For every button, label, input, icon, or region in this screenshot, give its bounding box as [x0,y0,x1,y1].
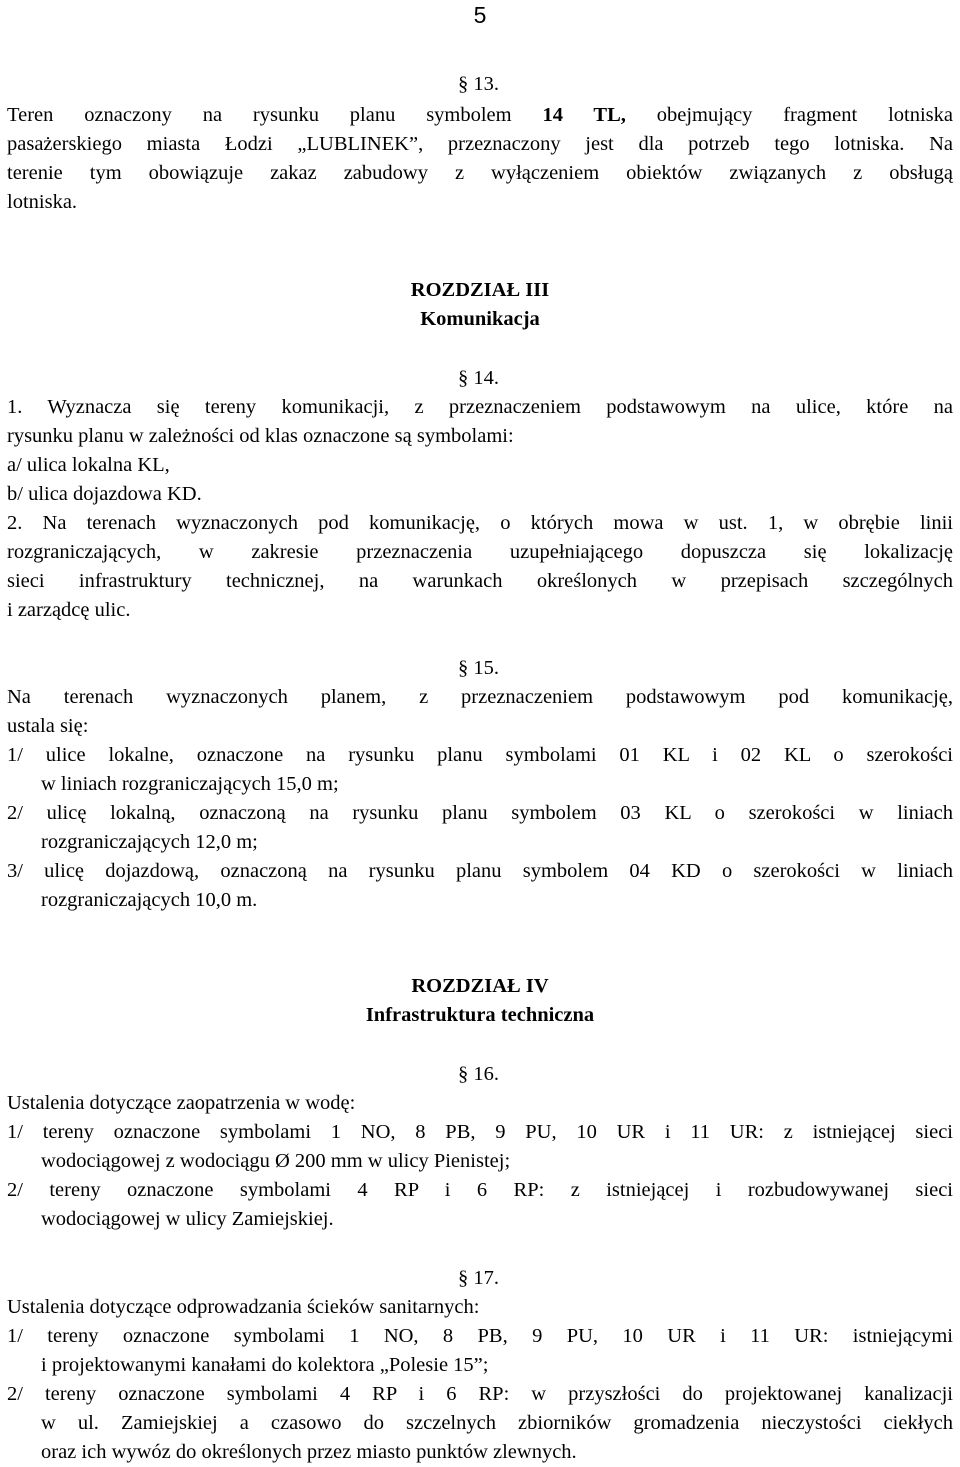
section-14-p1-line-2: rysunku planu w zależności od klas oznaczone są symbolami: [7,425,514,447]
section-17-item-2-line-1: 2/ tereny oznaczone symbolami 4 RP i 6 RP: w przyszłości do projektowanej kanalizacji [7,1383,953,1405]
section-16-item-1-line-2: wodociągowej z wodociągu Ø 200 mm w ulicy Pienistej; [41,1150,511,1172]
section-17-mark: § 17. [458,1267,499,1289]
chapter-4-subtitle: Infrastruktura techniczna [365,1004,595,1026]
section-14-p2-line-2: rozgraniczających, w zakresie przeznaczenia uzupełniającego dopuszcza się lokalizację [7,541,953,563]
section-15-item-2-line-2: rozgraniczających 12,0 m; [41,831,258,853]
section-17-item-1-line-2: i projektowanymi kanałami do kolektora „Polesie 15”; [41,1354,489,1376]
chapter-4-title: ROZDZIAŁ IV [411,975,549,997]
section-16-intro: Ustalenia dotyczące zaopatrzenia w wodę: [7,1092,356,1114]
section-16-mark: § 16. [458,1063,499,1085]
section-16-item-2-line-1: 2/ tereny oznaczone symbolami 4 RP i 6 RP: z istniejącej i rozbudowywanej sieci [7,1179,953,1201]
section-14-p2-line-1: 2. Na terenach wyznaczonych pod komunikację, o których mowa w ust. 1, w obrębie linii [7,512,953,534]
section-13-line-1: Teren oznaczony na rysunku planu symbolem 14 TL, obejmujący fragment lotniska [7,104,953,126]
section-15-item-1-line-1: 1/ ulice lokalne, oznaczone na rysunku planu symbolami 01 KL i 02 KL o szerokości [7,744,953,766]
section-15-item-3-line-2: rozgraniczających 10,0 m. [41,889,258,911]
section-15-item-1-line-2: w liniach rozgraniczających 15,0 m; [41,773,339,795]
section-17-item-1-line-1: 1/ tereny oznaczone symbolami 1 NO, 8 PB, 9 PU, 10 UR i 11 UR: istniejącymi [7,1325,953,1347]
section-14-item-b: b/ ulica dojazdowa KD. [7,483,202,505]
section-13-mark: § 13. [458,73,499,95]
section-16-item-2-line-2: wodociągowej w ulicy Zamiejskiej. [41,1208,334,1230]
section-13-line-2: pasażerskiego miasta Łodzi „LUBLINEK”, przeznaczony jest dla potrzeb tego lotniska. Na [7,133,953,155]
chapter-3-subtitle: Komunikacja [420,308,540,330]
section-17-intro: Ustalenia dotyczące odprowadzania ścieków sanitarnych: [7,1296,480,1318]
section-16-item-1-line-1: 1/ tereny oznaczone symbolami 1 NO, 8 PB, 9 PU, 10 UR i 11 UR: z istniejącej sieci [7,1121,953,1143]
section-15-mark: § 15. [458,657,499,679]
section-15-intro-line-1: Na terenach wyznaczonych planem, z przeznaczeniem podstawowym pod komunikację, [7,686,953,708]
section-17-item-2-line-3: oraz ich wywóz do określonych przez miasto punktów zlewnych. [41,1441,577,1463]
section-13-line-3: terenie tym obowiązuje zakaz zabudowy z wyłączeniem obiektów związanych z obsługą [7,162,953,184]
section-14-p1-line-1: 1. Wyznacza się tereny komunikacji, z przeznaczeniem podstawowym na ulice, które na [7,396,953,418]
section-17-item-2-line-2: w ul. Zamiejskiej a czasowo do szczelnych zbiorników gromadzenia nieczystości ciekłych [41,1412,953,1434]
section-14-p2-line-4: i zarządcę ulic. [7,599,131,621]
chapter-3-title: ROZDZIAŁ III [410,279,550,301]
section-15-item-2-line-1: 2/ ulicę lokalną, oznaczoną na rysunku planu symbolem 03 KL o szerokości w liniach [7,802,953,824]
section-14-item-a: a/ ulica lokalna KL, [7,454,170,476]
section-13-line-4: lotniska. [7,191,78,213]
page-number: 5 [473,2,487,28]
section-15-item-3-line-1: 3/ ulicę dojazdową, oznaczoną na rysunku planu symbolem 04 KD o szerokości w liniach [7,860,953,882]
section-14-p2-line-3: sieci infrastruktury technicznej, na warunkach określonych w przepisach szczególnych [7,570,953,592]
section-14-mark: § 14. [458,367,499,389]
section-15-intro-line-2: ustala się: [7,715,89,737]
